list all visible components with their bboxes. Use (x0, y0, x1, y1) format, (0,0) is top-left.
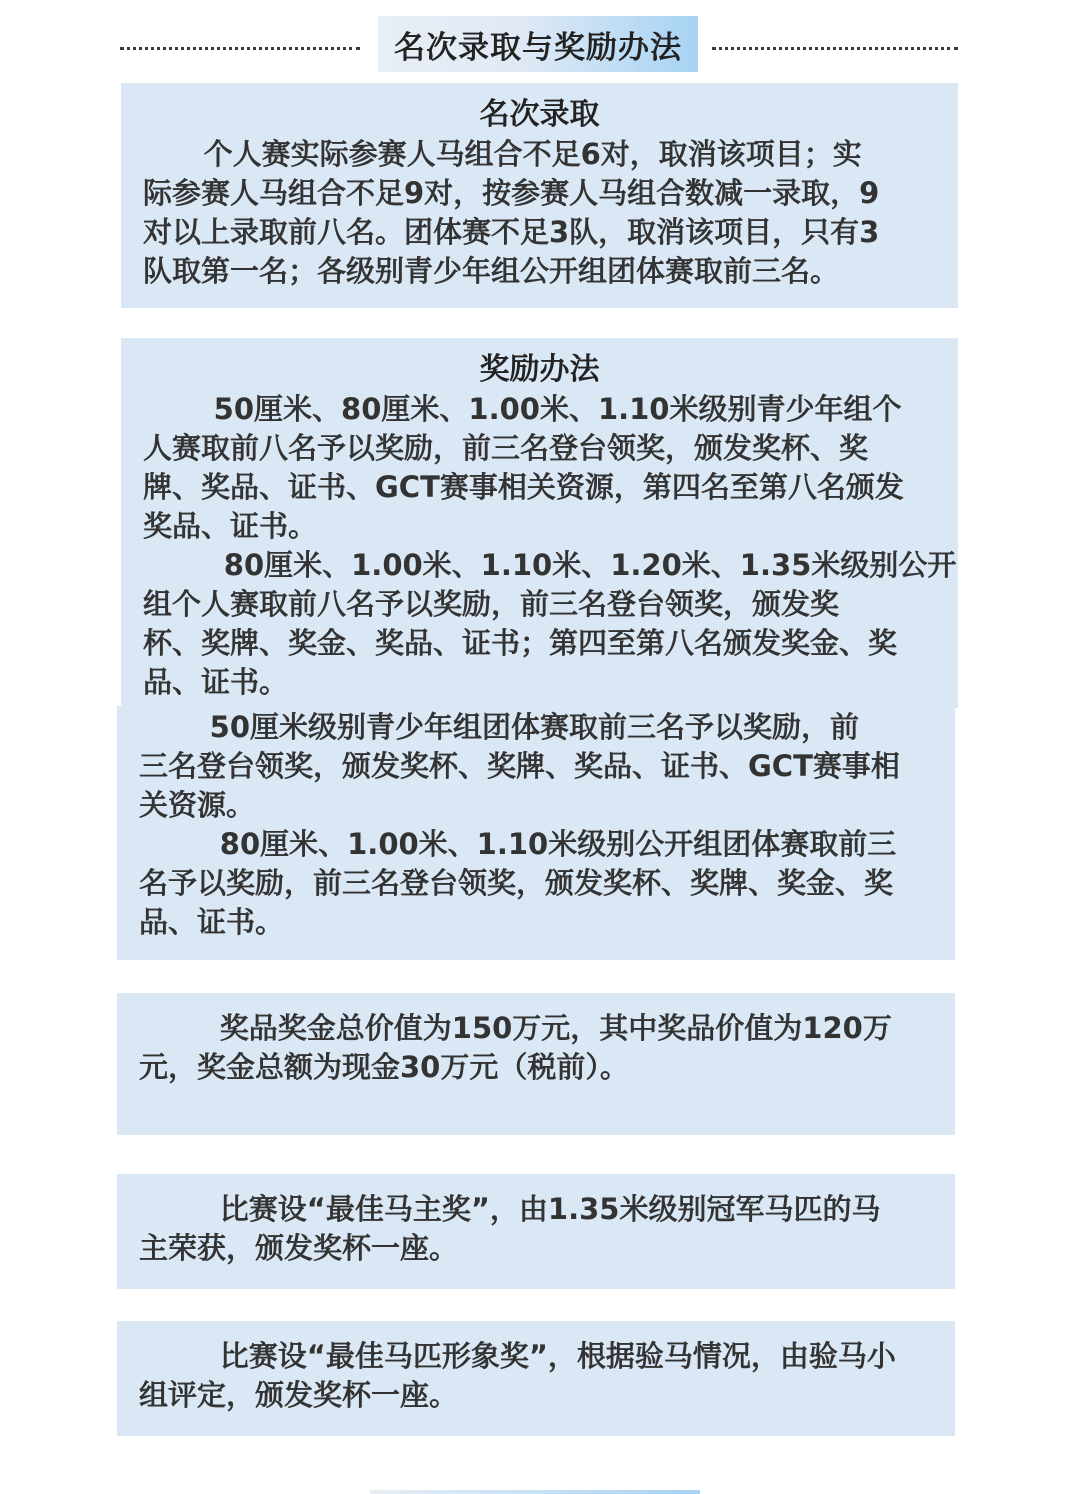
awards-line: 牌、奖品、证书、GCT赛事相关资源，第四名至第八名颁发 (143, 470, 904, 504)
ranking-panel (121, 83, 958, 308)
ranking-line: 际参赛人马组合不足9对，按参赛人马组合数减一录取，9 (143, 176, 880, 210)
awards-panel (121, 338, 958, 708)
prize-line: 奖品奖金总价值为150万元，其中奖品价值为120万 (139, 1011, 892, 1045)
page-title: 名次录取与奖励办法 (378, 16, 698, 72)
prize-total-panel (117, 993, 955, 1135)
best-owner-line: 主荣获，颁发奖杯一座。 (139, 1231, 459, 1265)
best-owner-panel (117, 1174, 955, 1289)
ranking-line: 个人赛实际参赛人马组合不足6对，取消该项目；实 (143, 137, 862, 171)
awards-line: 关资源。 (139, 788, 256, 822)
best-image-panel (117, 1321, 955, 1436)
bottom-accent-bar (370, 1490, 700, 1494)
best-owner-line: 比赛设“最佳马主奖”，由1.35米级别冠军马匹的马 (139, 1192, 881, 1226)
ranking-line: 队取第一名；各级别青少年组公开组团体赛取前三名。 (143, 254, 840, 288)
awards-line: 品、证书。 (143, 665, 289, 699)
best-image-line: 比赛设“最佳马匹形象奖”，根据验马情况，由验马小 (139, 1339, 896, 1373)
awards-line: 组个人赛取前八名予以奖励，前三名登台领奖，颁发奖 (143, 587, 840, 621)
awards-line: 50厘米、80厘米、1.00米、1.10米级别青少年组个 (143, 392, 902, 426)
header (0, 0, 1080, 90)
dotted-divider-right (712, 47, 958, 50)
awards-text-individual (143, 390, 957, 702)
awards-team-panel (117, 706, 955, 960)
awards-line: 三名登台领奖，颁发奖杯、奖牌、奖品、证书、GCT赛事相 (139, 749, 900, 783)
ranking-title: 名次录取 (479, 97, 600, 132)
awards-line: 名予以奖励，前三名登台领奖，颁发奖杯、奖牌、奖金、奖 (139, 866, 894, 900)
awards-line: 奖品、证书。 (143, 509, 318, 543)
awards-line: 人赛取前八名予以奖励，前三名登台领奖，颁发奖杯、奖 (143, 431, 869, 465)
dotted-divider-left (120, 47, 360, 50)
awards-text-team (139, 708, 933, 942)
awards-line: 50厘米级别青少年组团体赛取前三名予以奖励，前 (139, 710, 860, 744)
best-image-line: 组评定，颁发奖杯一座。 (139, 1378, 459, 1412)
awards-line: 80厘米、1.00米、1.10米级别公开组团体赛取前三 (139, 827, 897, 861)
awards-title: 奖励办法 (479, 352, 600, 387)
awards-line: 杯、奖牌、奖金、奖品、证书；第四至第八名颁发奖金、奖 (143, 626, 898, 660)
ranking-text (143, 135, 936, 291)
awards-line: 品、证书。 (139, 905, 285, 939)
ranking-line: 对以上录取前八名。团体赛不足3队，取消该项目，只有3 (143, 215, 880, 249)
awards-line: 80厘米、1.00米、1.10米、1.20米、1.35米级别公开 (143, 548, 957, 582)
prize-line: 元，奖金总额为现金30万元（税前）。 (139, 1050, 629, 1084)
